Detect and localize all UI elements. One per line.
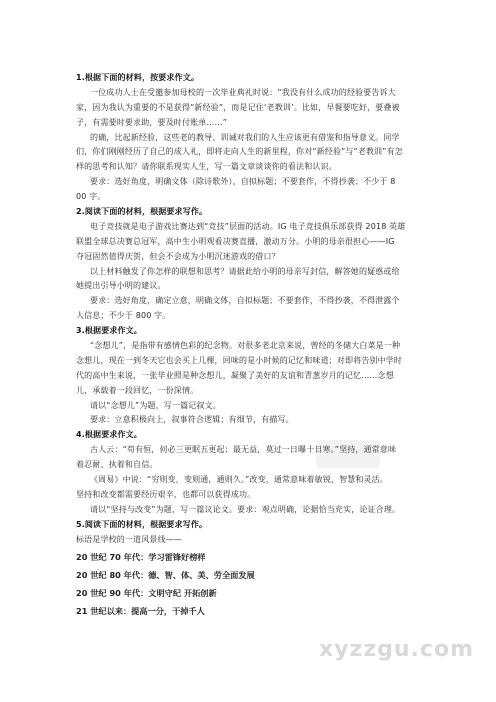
paragraph-line: 要求：选好角度，确定立意，明确文体，自拟标题；不要套作，不得抄袭，不得泄露个 (90, 296, 400, 306)
paragraph-line: 一位成功人士在受邀参加母校的一次毕业典礼时说：“我没有什么成功的经验要告诉大 (90, 87, 396, 97)
paragraph-line: 儿，承载着一段回忆，一份深情。 (76, 385, 199, 395)
paragraph-line: 的确，比起新经验，这些老的教导、训诫对我们的人生应该更有借鉴和指导意义。同学 (90, 132, 400, 142)
paragraph-line: 子，有需要时要求助，要及时付账单……” (76, 117, 227, 127)
paragraph-line: 着忍耐、执着和自信。 (76, 460, 158, 470)
section-3 (76, 324, 448, 428)
paragraph-line: 家，因为我认为重要的不是获得“新经验”，而是记住‘老教训’。比如，早餐要吃好，要叠被 (76, 102, 400, 112)
paragraph-line: 《周易》中说：“穷则变，变则通，通则久。”改变，通常意味着敏锐、智慧和灵活。 (90, 475, 388, 485)
paragraph-line: 代的高中生来说，一张毕业照是种念想儿，凝聚了美好的友谊和青葱岁月的记忆……念想 (76, 370, 394, 380)
paragraph-line: 要求：立意积极向上，叙事符合逻辑；有细节，有描写。 (90, 415, 294, 425)
paragraph-line: 要求：选好角度，明确文体（除诗歌外），自拟标题；不要套作，不得抄袭；不少于 8 (90, 177, 396, 187)
paragraph-line: 夺冠固然值得庆贺，但会不会成为小明沉迷游戏的借口？ (76, 251, 280, 261)
site-watermark: xyzzgu.com (319, 637, 474, 662)
paragraph-line: 她提出引导小明的建议。 (76, 281, 166, 291)
section-heading: 4.根据要求作文。 (76, 430, 142, 440)
section-heading: 5.阅读下面的材料，根据要求写作。 (76, 519, 208, 529)
list-item: 20 世纪 70 年代：学习雷锋好榜样 (76, 551, 206, 562)
paragraph-line: 电子竞技就是电子游戏比赛达到“竞技”层面的活动。IG 电子竞技俱乐部获得 2018 英雄 (90, 221, 406, 231)
section-heading: 1.根据下面的材料，按要求作文。 (76, 73, 200, 82)
faint-stamp-mark (316, 440, 380, 468)
list-item: 20 世纪 90 年代：文明守纪 开拓创新 (76, 587, 217, 598)
paragraph-line: 样的思考和认知？请你联系现实人生，写一篇文章谈谈你的看法和认识。 (76, 162, 337, 172)
section-5 (76, 518, 448, 620)
list-item: 20 世纪 80 年代：德、智、体、美、劳全面发展 (76, 569, 255, 580)
paragraph-line: 请以“坚持与改变”为题，写一篇议论文。要求：观点明确，论据恰当充实，论证合理。 (90, 504, 401, 514)
paragraph-line: 古人云：“苟有恒，何必三更眠五更起；最无益，莫过一日曝十日寒。”坚持，通常意味 (90, 445, 397, 455)
paragraph-line: 人信息；不少于 800 字。 (76, 311, 171, 321)
paragraph-line: 以上材料触发了你怎样的联想和思考？请据此给小明的母亲写封信，解答她的疑惑或给 (90, 266, 400, 276)
paragraph-line: 坚持和改变都需要经历艰辛，也都可以获得成功。 (76, 489, 256, 499)
section-heading: 2.阅读下面的材料，根据要求写作。 (76, 207, 208, 217)
paragraph-line: 00 字。 (76, 192, 106, 202)
section-2 (76, 205, 448, 324)
paragraph-line: “念想儿”，是指带有感情色彩的纪念物。对很多老北京来说，曾经的冬储大白菜是一种 (90, 341, 401, 351)
section-1 (76, 71, 448, 205)
paragraph-line: 标语是学校的一道风景线—— (76, 534, 182, 544)
paragraph-line: 联盟全球总决赛总冠军，高中生小明观看决赛直播，激动万分。小明的母亲很担心——IG (76, 236, 395, 246)
paragraph-line: 念想儿，现在一到冬天它也会买上几棵，回味的是小时候的记忆和味道；对即将告别中学时 (76, 355, 402, 365)
paragraph-line: 们，你们刚刚经历了自己的成人礼，即将走向人生的新里程，你对“新经验”与“老教训”有怎 (76, 147, 403, 157)
list-item: 21 世纪以来：提高一分，干掉千人 (76, 605, 205, 616)
document-body (76, 71, 448, 620)
section-4 (76, 428, 448, 517)
paragraph-line: 请以“念想儿”为题，写一篇记叙文。 (90, 400, 221, 410)
section-heading: 3.根据要求作文。 (76, 326, 142, 336)
